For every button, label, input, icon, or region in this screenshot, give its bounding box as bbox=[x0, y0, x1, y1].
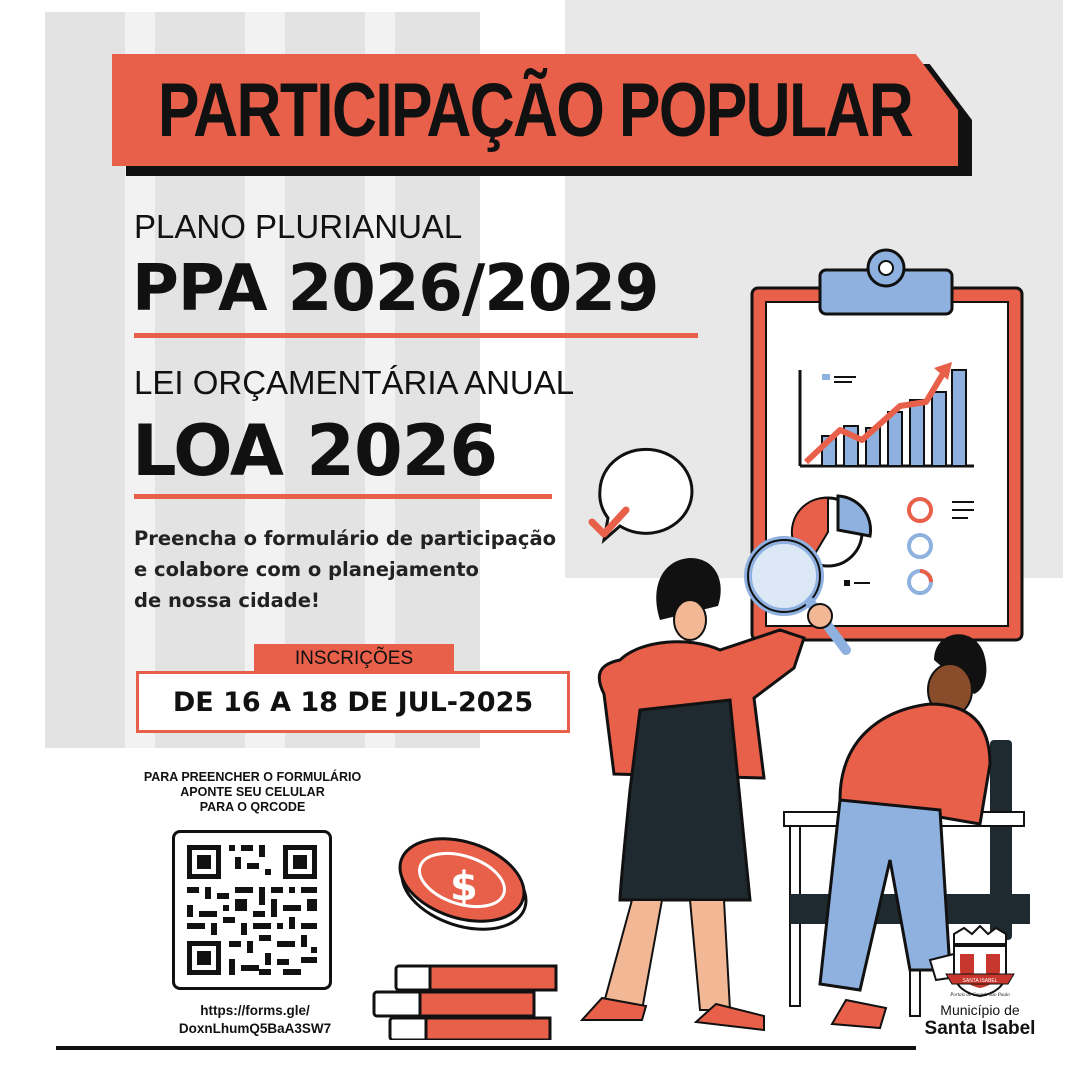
registration-label: INSCRIÇÕES bbox=[254, 644, 454, 674]
qr-instruction-line: PARA PREENCHER O FORMULÁRIO bbox=[143, 770, 362, 784]
loa-title: LOA 2026 bbox=[132, 410, 498, 492]
qr-instruction-line: APONTE SEU CELULAR bbox=[180, 785, 325, 799]
check-bubble-icon bbox=[592, 449, 692, 540]
illustration bbox=[370, 240, 1050, 1040]
form-url-line: https://forms.gle/ bbox=[200, 1003, 310, 1018]
qr-instructions bbox=[110, 770, 395, 815]
form-url-line: DoxnLhumQ5BaA3SW7 bbox=[178, 1021, 332, 1036]
qr-code-icon bbox=[175, 833, 329, 987]
cta-line: de nossa cidade! bbox=[134, 589, 320, 612]
form-url[interactable] bbox=[140, 1002, 370, 1038]
ppa-subtitle: PLANO PLURIANUAL bbox=[134, 208, 463, 245]
logo-caption: Município de bbox=[940, 1002, 1020, 1018]
municipality-crest-icon bbox=[940, 924, 1020, 1002]
ppa-title: PPA 2026/2029 bbox=[132, 252, 659, 326]
cta-line: Preencha o formulário de participação bbox=[134, 527, 557, 550]
crest-motto-text: Portais do Grande São Paulo bbox=[950, 993, 1010, 998]
qr-instruction-line: PARA O QRCODE bbox=[199, 800, 306, 814]
loa-subtitle: LEI ORÇAMENTÁRIA ANUAL bbox=[134, 364, 575, 401]
registration-dates: DE 16 A 18 DE JUL-2025 bbox=[136, 671, 570, 733]
banner-title: PARTICIPAÇÃO POPULAR bbox=[157, 67, 913, 153]
svg-text:$: $ bbox=[450, 864, 478, 910]
qr-code[interactable] bbox=[172, 830, 332, 990]
municipality-logo bbox=[905, 1002, 1055, 1040]
logo-name: Santa Isabel bbox=[924, 1018, 1036, 1039]
cta-line: e colabore com o planejamento bbox=[134, 558, 479, 581]
crest-ribbon-text: SANTA ISABEL bbox=[962, 978, 998, 984]
bottom-rule bbox=[56, 1046, 916, 1050]
coins-icon bbox=[374, 824, 556, 1040]
